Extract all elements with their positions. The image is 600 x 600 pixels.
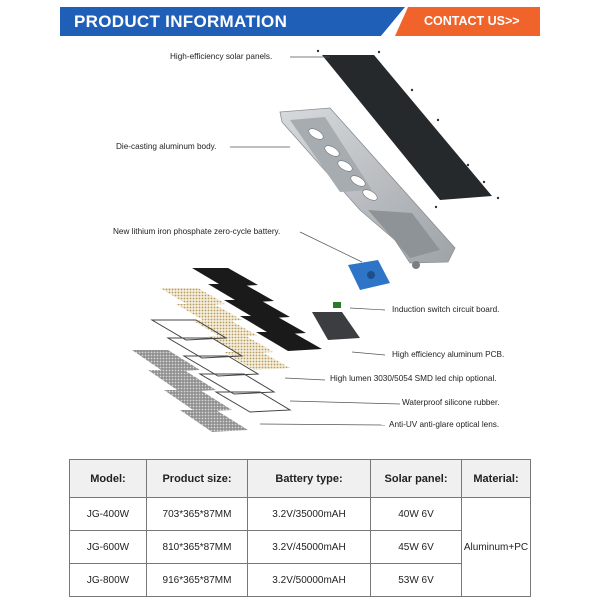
cell-battery: 3.2V/35000mAH xyxy=(248,498,371,531)
header-size: Product size: xyxy=(147,460,248,498)
cell-battery: 3.2V/45000mAH xyxy=(248,531,371,564)
header-banner xyxy=(0,0,600,40)
exploded-diagram xyxy=(0,40,600,440)
header-solar: Solar panel: xyxy=(371,460,462,498)
cell-model: JG-400W xyxy=(70,498,147,531)
cell-battery: 3.2V/50000mAH xyxy=(248,564,371,597)
cell-model: JG-600W xyxy=(70,531,147,564)
cell-size: 810*365*87MM xyxy=(147,531,248,564)
header-model: Model: xyxy=(70,460,147,498)
table-header-row xyxy=(70,460,531,498)
page-title: PRODUCT INFORMATION xyxy=(74,12,288,31)
cell-solar: 45W 6V xyxy=(371,531,462,564)
label-solar-panels: High-efficiency solar panels. xyxy=(170,52,273,61)
battery xyxy=(348,260,390,290)
cell-model: JG-800W xyxy=(70,564,147,597)
label-battery: New lithium iron phosphate zero-cycle battery. xyxy=(113,227,281,236)
label-pcb: High efficiency aluminum PCB. xyxy=(392,350,505,359)
optical-lens xyxy=(132,350,248,432)
cell-size: 703*365*87MM xyxy=(147,498,248,531)
cell-size: 916*365*87MM xyxy=(147,564,248,597)
label-aluminum-body: Die-casting aluminum body. xyxy=(116,142,217,151)
table-row xyxy=(70,564,531,597)
header-battery: Battery type: xyxy=(248,460,371,498)
switch-board xyxy=(333,302,341,308)
label-switch-board: Induction switch circuit board. xyxy=(392,305,500,314)
table-row xyxy=(70,531,531,564)
label-silicone-rubber: Waterproof silicone rubber. xyxy=(402,398,500,407)
table-row xyxy=(70,498,531,531)
aluminum-pcb xyxy=(312,312,360,340)
cell-material: Aluminum+PC xyxy=(462,498,531,597)
cell-solar: 40W 6V xyxy=(371,498,462,531)
label-optical-lens: Anti-UV anti-glare optical lens. xyxy=(389,420,500,429)
header-material: Material: xyxy=(462,460,531,498)
contact-us-label[interactable]: CONTACT US>> xyxy=(424,14,520,28)
label-led-chip: High lumen 3030/5054 SMD led chip optional. xyxy=(330,374,497,383)
spec-table xyxy=(69,459,531,597)
cell-solar: 53W 6V xyxy=(371,564,462,597)
